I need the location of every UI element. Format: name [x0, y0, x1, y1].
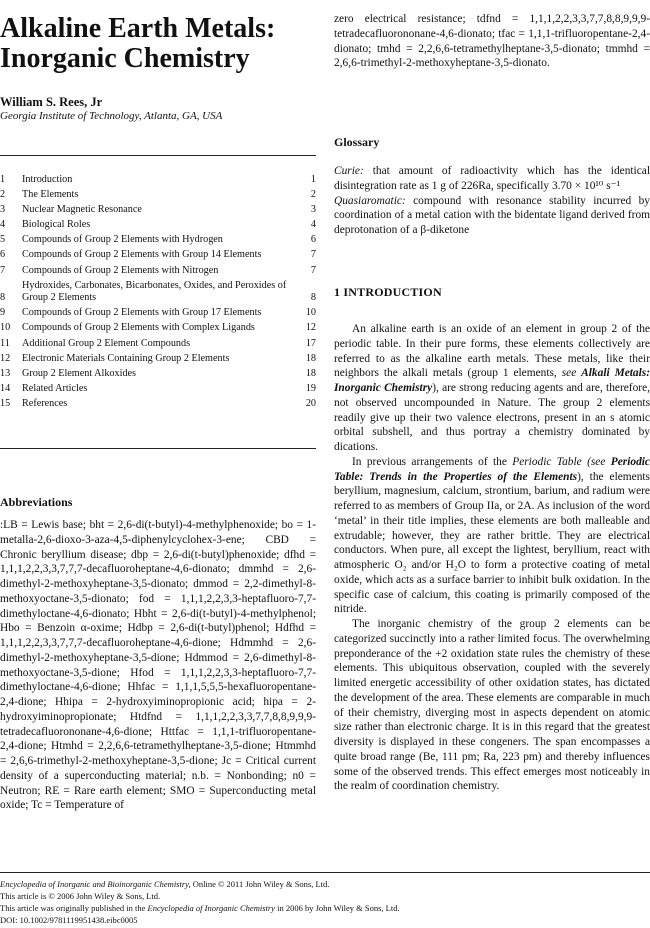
article-title: Alkaline Earth Metals: Inorganic Chemistry [0, 13, 276, 74]
toc-entry[interactable] [0, 398, 316, 411]
toc-entry-number: 3 [0, 204, 6, 216]
toc-entry-number: 1 [0, 174, 6, 185]
toc-entry-page: 2 [310, 189, 316, 201]
toc-entry-number: 9 [0, 307, 6, 319]
toc-entry[interactable] [0, 265, 316, 278]
abbreviations-heading: Abbreviations [0, 495, 73, 509]
toc-entry-page: 18 [305, 367, 316, 379]
toc-entry-title: Additional Group 2 Element Compounds [22, 337, 191, 349]
table-of-contents [0, 174, 316, 413]
glossary-entry-curie [334, 164, 650, 194]
toc-entry-title: Compounds of Group 2 Elements with Group 14 Elements [22, 249, 262, 261]
toc-entry-title: Compounds of Group 2 Elements with Complex Ligands [22, 322, 255, 334]
toc-entry-page: 17 [305, 337, 316, 349]
toc-entry-number: 14 [0, 382, 11, 394]
toc-entry[interactable] [0, 338, 316, 351]
toc-entry-title: Compounds of Group 2 Elements with Nitrogen [22, 264, 219, 276]
footer-line-2: This article is © 2006 John Wiley & Sons, Ltd. [0, 891, 161, 901]
toc-entry-page: 4 [310, 219, 316, 231]
toc-entry[interactable] [0, 174, 316, 187]
toc-entry-title: Biological Roles [22, 219, 91, 231]
toc-entry[interactable] [0, 383, 316, 396]
toc-entry-page: 12 [305, 322, 316, 334]
intro-paragraph-2: In previous arrangements of the Periodic Table (see Periodic Table: Trends in the Properties of the Elements), the elements beryllium, magnesium, calcium, strontium, barium, and radium were referred to as members of Group IIa, or 2A. As inclusion of the word ‘metal’ in their title implies, these elements are both malleable and extrudable; however, they are rather brittle. They are electrical conductors. When pure, all except the lightest, beryllium, react with atmospheric O₂ and/or H₂O to form a protective coating of metal oxide, which acts as a surface barrier to inhibit bulk oxidation. In the specific case of calcium, this coating is primarily composed of the nitride. [334, 455, 650, 616]
toc-entry[interactable] [0, 219, 316, 232]
glossary-def-curie: that amount of radioactivity which has the identical disintegration rate as 1 g of 226Ra, specifically 3.70 × 10¹⁰ s⁻¹ [334, 165, 650, 192]
glossary-term-curie: Curie: [334, 165, 364, 177]
author-name: William S. Rees, Jr [0, 95, 103, 109]
toc-entry-number: 10 [0, 322, 11, 334]
toc-entry-number: 11 [0, 337, 10, 349]
toc-entry[interactable] [0, 249, 316, 262]
toc-entry-number: 5 [0, 234, 6, 246]
toc-entry-title: References [22, 397, 68, 409]
toc-entry-page: 3 [310, 204, 316, 216]
toc-entry-number: 4 [0, 219, 6, 231]
toc-entry[interactable] [0, 368, 316, 381]
author-affiliation: Georgia Institute of Technology, Atlanta, GA, USA [0, 110, 223, 122]
toc-entry-page: 8 [310, 292, 316, 304]
toc-entry[interactable] [0, 234, 316, 247]
glossary-heading: Glossary [334, 135, 380, 149]
toc-entry-title: Introduction [22, 174, 73, 185]
toc-entry[interactable] [0, 307, 316, 320]
toc-bottom-rule [0, 448, 316, 449]
toc-entry[interactable] [0, 280, 316, 305]
toc-entry-title: Nuclear Magnetic Resonance [22, 204, 142, 216]
toc-entry-page: 20 [305, 397, 316, 409]
toc-entry-page: 19 [305, 382, 316, 394]
toc-entry-number: 13 [0, 367, 11, 379]
crossref-periodic-table[interactable]: Periodic Table: Trends in the Properties of the Elements [334, 455, 650, 483]
toc-entry-number: 15 [0, 397, 11, 409]
footer-rule [0, 872, 650, 873]
toc-entry[interactable] [0, 353, 316, 366]
toc-entry-page: 6 [310, 234, 316, 246]
toc-entry-title: Related Articles [22, 382, 88, 394]
toc-entry-title: Electronic Materials Containing Group 2 Elements [22, 352, 230, 364]
toc-entry-title: Compounds of Group 2 Elements with Group 17 Elements [22, 307, 262, 319]
glossary-def-quasiaromatic: compound with resonance stability incurred by coordination of a metal cation with the bidentate ligand derived from deprotonation of a β-diketone [334, 194, 650, 237]
footer-line-1: Encyclopedia of Inorganic and Bioinorganic Chemistry, Online © 2011 John Wiley & Sons, Ltd. [0, 879, 330, 889]
toc-entry-page: 7 [310, 264, 316, 276]
abbreviations-text: :LB = Lewis base; bht = 2,6-di(t-butyl)-4-methylphenoxide; bo = 1-metalla-2,6-dioxo-3-aza-4,5-diphenylcyclohex-3-ene; CBD = Chronic beryllium disease; dbp = 2,6-di(t-butyl)phenoxide; dfhd = 1,1,1,2,2,3,3,7,7,7-decafluoroheptane-4,6-dionato; dmmhd = 2,6-dimethyl-2-methoxyheptane-3,5-dionato; dmmod = 2,2-dimethyl-8-methoxyoctane-3,5-dionato; fod = 1,1,1,2,2,3,3-heptafluoro-7,7-dimethyloctane-4,6-dionato; Hbht = 2,6-di(t-butyl)-4-methylphenol; Hbo = Benzoin α-oxime; Hdbp = 2,6-di(t-butyl)phenol; Hdfhd = 1,1,1,2,2,3,3,7,7,7-decafluoroheptane-4,6-dione; Hdmmhd = 2,6-dimethyl-2-methoxyheptane-3,5-dione; Hdmmod = 2,6-dimethyl-8-methoxyoctane-3,5-dione; Hfod = 1,1,1,2,2,3,3-heptafluoro-7,7-dimethyloctane-4,6-dione; Hhfac = 1,1,1,5,5,5-hexafluoropentane-2,4-dione; Hhipa = 2-hydroxyiminopropionic acid; hipa = 2-hydroxyiminopropionate; Htdfnd = 1,1,1,2,2,3,3,7,7,8,8,9,9,9-tetradecafluorononane-4,6-dione; Httfac = 1,1,1-trifluoropentane-2,4-dione; Htmhd = 2,2,6,6-tetramethylheptane-3,5-dione; Htmmhd = 2,6,6-trimethyl-2-methoxyheptane-3,5-dione; Jc = Critical current density of a superconducting material; n.b. = Nonbonding; n0 = Neutron; RE = Rare earth element; SMO = Superconducting metal oxide; Tc = Temperature of [0, 519, 316, 812]
intro-paragraph-1: An alkaline earth is an oxide of an element in group 2 of the periodic table. In their pure forms, these elements collectively are referred to as the alkaline earth metals. These metals, like their neighbors the alkali metals (group 1 elements, see Alkali Metals: Inorganic Chemistry), are strong reducing agents and are, therefore, not observed uncompounded in Nature. The group 2 elements readily give up their two valence electrons, present in an s atomic orbital subshell, and thus portray a chemistry dominated by dications. [334, 323, 650, 453]
toc-entry-number: 12 [0, 352, 11, 364]
glossary-entry-quasiaromatic [334, 194, 650, 238]
toc-entry[interactable] [0, 322, 316, 335]
introduction-heading: 1 INTRODUCTION [334, 285, 442, 299]
toc-top-rule [0, 155, 316, 156]
page-footer [0, 878, 650, 926]
toc-entry-page: 1 [310, 174, 316, 185]
toc-entry-page: 18 [305, 352, 316, 364]
toc-entry-number: 8 [0, 292, 6, 304]
intro-paragraph-3: The inorganic chemistry of the group 2 elements can be categorized succinctly into a rather limited focus. The overwhelming preponderance of the +2 oxidation state rules the chemistry of these elements. This ubiquitous observation, coupled with the severely limited energetic accessibility of other oxidation states, has dictated the development of the area. These elements are comparable in much of their chemistry, diverging most in aspects dependent on atomic size rather than electronic charge. It is in this regard that the greatest diversity is displayed in these congeners. The span encompasses a quite broad range (Be, 111 pm; Ra, 223 pm) and thereby influences some of the observed trends. This effect emerges most noticeably in the realm of coordination chemistry. [334, 618, 650, 793]
toc-entry-number: 2 [0, 189, 6, 201]
toc-entry-number: 6 [0, 249, 6, 261]
introduction-body [334, 322, 650, 794]
toc-entry[interactable] [0, 189, 316, 202]
footer-doi[interactable]: DOI: 10.1002/9781119951438.eibc0005 [0, 915, 138, 925]
toc-entry-title: Group 2 Element Alkoxides [22, 367, 137, 379]
toc-entry-page: 10 [305, 307, 316, 319]
toc-entry-title: The Elements [22, 189, 79, 201]
glossary-body [334, 164, 650, 238]
glossary-term-quasiaromatic: Quasiaromatic: [334, 194, 406, 207]
abbreviations-continued: zero electrical resistance; tdfnd = 1,1,1,2,2,3,3,7,7,8,8,9,9,9-tetradecafluorononane-4,6-dionato; tfac = 1,1,1-trifluoropentane-2,4-dionato; tmhd = 2,2,6,6-tetramethylheptane-3,5-dionato; tmmhd = 2,6,6-trimethyl-2-methoxyheptane-3,5-dionato. [334, 13, 650, 70]
toc-entry-title: Hydroxides, Carbonates, Bicarbonates, Oxides, and Peroxides of Group 2 Elements [22, 279, 287, 304]
toc-entry-page: 7 [310, 249, 316, 261]
toc-entry-title: Compounds of Group 2 Elements with Hydrogen [22, 234, 223, 246]
crossref-alkali-metals[interactable]: Alkali Metals: Inorganic Chemistry [334, 367, 650, 394]
toc-entry-number: 7 [0, 264, 6, 276]
toc-entry[interactable] [0, 204, 316, 217]
footer-line-3: This article was originally published in the Encyclopedia of Inorganic Chemistry in 2006 by John Wiley & Sons, Ltd. [0, 903, 400, 913]
